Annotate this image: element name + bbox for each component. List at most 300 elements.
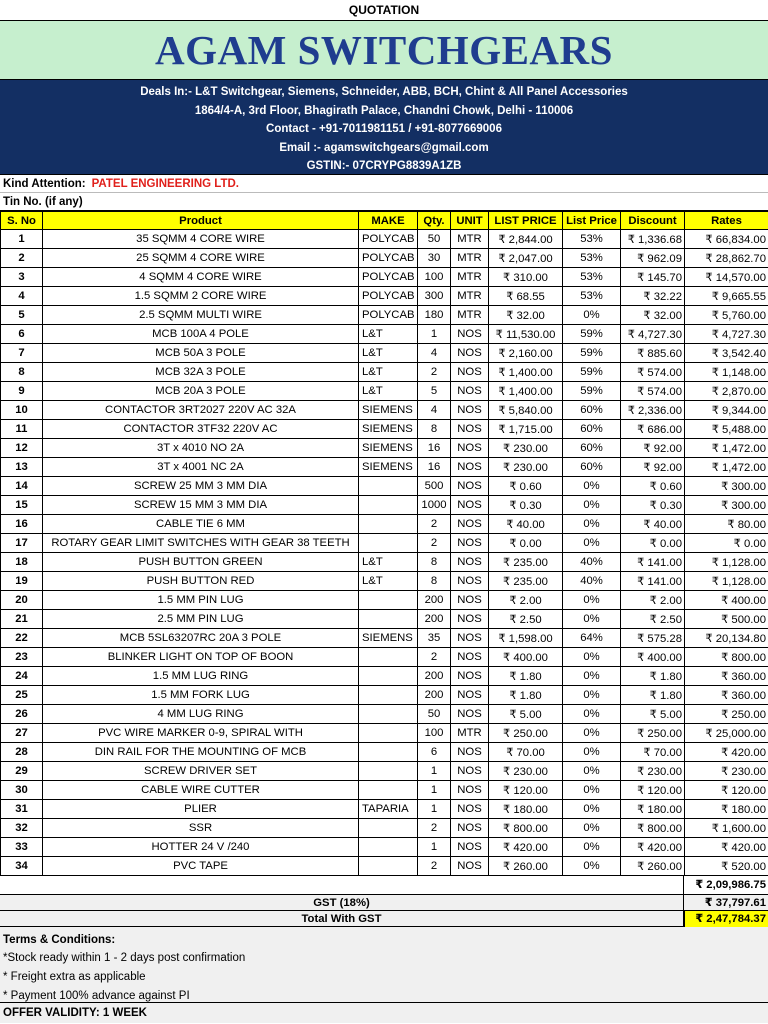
- product-cell: MCB 100A 4 POLE: [43, 325, 359, 344]
- list-price-cell: ₹ 1,715.00: [489, 420, 563, 439]
- product-cell: SCREW DRIVER SET: [43, 762, 359, 781]
- qty-cell: 200: [418, 686, 451, 705]
- qty-cell: 8: [418, 420, 451, 439]
- make-cell: POLYCAB: [359, 306, 418, 325]
- totals-block: [0, 876, 768, 927]
- list-price-pct-cell: 0%: [563, 762, 621, 781]
- discount-cell: ₹ 230.00: [621, 762, 685, 781]
- product-cell: 3T x 4010 NO 2A: [43, 439, 359, 458]
- quotation-title: QUOTATION: [0, 0, 768, 21]
- product-cell: MCB 32A 3 POLE: [43, 363, 359, 382]
- rate-cell: ₹ 420.00: [685, 838, 768, 857]
- make-cell: [359, 686, 418, 705]
- table-row: [1, 686, 768, 705]
- qty-cell: 200: [418, 667, 451, 686]
- table-row: [1, 477, 768, 496]
- grand-total-value: ₹ 2,47,784.37: [684, 911, 768, 927]
- header-list-price: LIST PRICE: [489, 212, 563, 230]
- make-cell: [359, 819, 418, 838]
- unit-cell: NOS: [451, 553, 489, 572]
- list-price-cell: ₹ 2.00: [489, 591, 563, 610]
- sno-cell: 26: [1, 705, 43, 724]
- discount-cell: ₹ 250.00: [621, 724, 685, 743]
- list-price-cell: ₹ 0.60: [489, 477, 563, 496]
- unit-cell: MTR: [451, 268, 489, 287]
- sno-cell: 13: [1, 458, 43, 477]
- list-price-pct-cell: 0%: [563, 534, 621, 553]
- sno-cell: 12: [1, 439, 43, 458]
- sno-cell: 25: [1, 686, 43, 705]
- table-row: [1, 287, 768, 306]
- discount-cell: ₹ 686.00: [621, 420, 685, 439]
- unit-cell: NOS: [451, 857, 489, 876]
- qty-cell: 1: [418, 781, 451, 800]
- rate-cell: ₹ 28,862.70: [685, 249, 768, 268]
- qty-cell: 50: [418, 230, 451, 249]
- terms-item: * Freight extra as applicable: [3, 971, 146, 983]
- rate-cell: ₹ 120.00: [685, 781, 768, 800]
- rate-cell: ₹ 9,344.00: [685, 401, 768, 420]
- discount-cell: ₹ 70.00: [621, 743, 685, 762]
- list-price-pct-cell: 0%: [563, 667, 621, 686]
- discount-cell: ₹ 32.22: [621, 287, 685, 306]
- product-cell: 25 SQMM 4 CORE WIRE: [43, 249, 359, 268]
- discount-cell: ₹ 92.00: [621, 458, 685, 477]
- product-cell: 35 SQMM 4 CORE WIRE: [43, 230, 359, 249]
- sno-cell: 14: [1, 477, 43, 496]
- discount-cell: ₹ 2.00: [621, 591, 685, 610]
- list-price-cell: ₹ 310.00: [489, 268, 563, 287]
- list-price-cell: ₹ 1.80: [489, 686, 563, 705]
- list-price-cell: ₹ 2,160.00: [489, 344, 563, 363]
- discount-cell: ₹ 574.00: [621, 382, 685, 401]
- list-price-cell: ₹ 180.00: [489, 800, 563, 819]
- company-name: AGAM SWITCHGEARS: [0, 21, 768, 80]
- unit-cell: NOS: [451, 458, 489, 477]
- unit-cell: NOS: [451, 477, 489, 496]
- table-row: [1, 515, 768, 534]
- make-cell: SIEMENS: [359, 458, 418, 477]
- product-cell: SCREW 15 MM 3 MM DIA: [43, 496, 359, 515]
- list-price-pct-cell: 0%: [563, 306, 621, 325]
- deals-in-line: Deals In:- L&T Switchgear, Siemens, Schneider, ABB, BCH, Chint & All Panel Accessories: [140, 86, 628, 98]
- list-price-cell: ₹ 1,400.00: [489, 363, 563, 382]
- table-row: [1, 724, 768, 743]
- rate-cell: ₹ 0.00: [685, 534, 768, 553]
- rate-cell: ₹ 1,128.00: [685, 572, 768, 591]
- subtotal-row: [0, 876, 768, 895]
- list-price-cell: ₹ 230.00: [489, 762, 563, 781]
- qty-cell: 2: [418, 515, 451, 534]
- list-price-pct-cell: 0%: [563, 819, 621, 838]
- subtotal-value: ₹ 2,09,986.75: [695, 879, 766, 891]
- qty-cell: 200: [418, 591, 451, 610]
- list-price-pct-cell: 40%: [563, 553, 621, 572]
- qty-cell: 100: [418, 724, 451, 743]
- sno-cell: 8: [1, 363, 43, 382]
- list-price-pct-cell: 0%: [563, 838, 621, 857]
- discount-cell: ₹ 1.80: [621, 667, 685, 686]
- sno-cell: 32: [1, 819, 43, 838]
- items-table: [0, 211, 768, 876]
- product-cell: 1.5 SQMM 2 CORE WIRE: [43, 287, 359, 306]
- rate-cell: ₹ 25,000.00: [685, 724, 768, 743]
- table-row: [1, 382, 768, 401]
- make-cell: SIEMENS: [359, 401, 418, 420]
- sno-cell: 16: [1, 515, 43, 534]
- company-info-block: [0, 80, 768, 175]
- unit-cell: NOS: [451, 819, 489, 838]
- rate-cell: ₹ 250.00: [685, 705, 768, 724]
- unit-cell: NOS: [451, 743, 489, 762]
- rate-cell: ₹ 800.00: [685, 648, 768, 667]
- header-unit: UNIT: [451, 212, 489, 230]
- rate-cell: ₹ 180.00: [685, 800, 768, 819]
- make-cell: [359, 648, 418, 667]
- list-price-cell: ₹ 0.00: [489, 534, 563, 553]
- sno-cell: 34: [1, 857, 43, 876]
- make-cell: POLYCAB: [359, 249, 418, 268]
- rate-cell: ₹ 360.00: [685, 667, 768, 686]
- list-price-cell: ₹ 11,530.00: [489, 325, 563, 344]
- sno-cell: 7: [1, 344, 43, 363]
- list-price-pct-cell: 60%: [563, 439, 621, 458]
- unit-cell: NOS: [451, 344, 489, 363]
- table-row: [1, 268, 768, 287]
- qty-cell: 30: [418, 249, 451, 268]
- product-cell: 4 SQMM 4 CORE WIRE: [43, 268, 359, 287]
- rate-cell: ₹ 520.00: [685, 857, 768, 876]
- sno-cell: 30: [1, 781, 43, 800]
- header-list-price-pct: List Price: [563, 212, 621, 230]
- list-price-pct-cell: 60%: [563, 420, 621, 439]
- list-price-cell: ₹ 2,047.00: [489, 249, 563, 268]
- qty-cell: 16: [418, 458, 451, 477]
- discount-cell: ₹ 141.00: [621, 553, 685, 572]
- sno-cell: 19: [1, 572, 43, 591]
- list-price-pct-cell: 59%: [563, 344, 621, 363]
- product-cell: MCB 5SL63207RC 20A 3 POLE: [43, 629, 359, 648]
- list-price-cell: ₹ 2,844.00: [489, 230, 563, 249]
- list-price-cell: ₹ 1,400.00: [489, 382, 563, 401]
- rate-cell: ₹ 1,472.00: [685, 458, 768, 477]
- make-cell: [359, 515, 418, 534]
- header-make: MAKE: [359, 212, 418, 230]
- rate-cell: ₹ 9,665.55: [685, 287, 768, 306]
- product-cell: SCREW 25 MM 3 MM DIA: [43, 477, 359, 496]
- qty-cell: 1: [418, 838, 451, 857]
- list-price-pct-cell: 59%: [563, 325, 621, 344]
- discount-cell: ₹ 800.00: [621, 819, 685, 838]
- make-cell: [359, 781, 418, 800]
- discount-cell: ₹ 1.80: [621, 686, 685, 705]
- list-price-pct-cell: 0%: [563, 515, 621, 534]
- unit-cell: NOS: [451, 534, 489, 553]
- terms-item: *Stock ready within 1 - 2 days post confirmation: [3, 952, 246, 964]
- offer-validity: OFFER VALIDITY: 1 WEEK: [0, 1003, 768, 1023]
- unit-cell: NOS: [451, 439, 489, 458]
- gst-row: [0, 895, 768, 911]
- unit-cell: NOS: [451, 800, 489, 819]
- list-price-cell: ₹ 235.00: [489, 572, 563, 591]
- make-cell: [359, 667, 418, 686]
- product-cell: 2.5 SQMM MULTI WIRE: [43, 306, 359, 325]
- sno-cell: 24: [1, 667, 43, 686]
- list-price-pct-cell: 0%: [563, 648, 621, 667]
- list-price-cell: ₹ 800.00: [489, 819, 563, 838]
- make-cell: [359, 762, 418, 781]
- sno-cell: 11: [1, 420, 43, 439]
- list-price-pct-cell: 60%: [563, 458, 621, 477]
- make-cell: L&T: [359, 344, 418, 363]
- sno-cell: 2: [1, 249, 43, 268]
- make-cell: [359, 724, 418, 743]
- table-row: [1, 458, 768, 477]
- sno-cell: 15: [1, 496, 43, 515]
- table-row: [1, 230, 768, 249]
- table-header-row: [1, 212, 768, 230]
- list-price-pct-cell: 0%: [563, 857, 621, 876]
- product-cell: 3T x 4001 NC 2A: [43, 458, 359, 477]
- product-cell: CONTACTOR 3RT2027 220V AC 32A: [43, 401, 359, 420]
- table-row: [1, 743, 768, 762]
- discount-cell: ₹ 145.70: [621, 268, 685, 287]
- list-price-pct-cell: 0%: [563, 477, 621, 496]
- unit-cell: NOS: [451, 401, 489, 420]
- sno-cell: 4: [1, 287, 43, 306]
- sno-cell: 27: [1, 724, 43, 743]
- qty-cell: 1000: [418, 496, 451, 515]
- unit-cell: MTR: [451, 230, 489, 249]
- list-price-pct-cell: 53%: [563, 287, 621, 306]
- unit-cell: NOS: [451, 838, 489, 857]
- product-cell: CABLE TIE 6 MM: [43, 515, 359, 534]
- list-price-pct-cell: 0%: [563, 724, 621, 743]
- product-cell: 1.5 MM FORK LUG: [43, 686, 359, 705]
- product-cell: HOTTER 24 V /240: [43, 838, 359, 857]
- contact-line: Contact - +91-7011981151 / +91-8077669006: [266, 123, 502, 135]
- table-row: [1, 306, 768, 325]
- product-cell: MCB 50A 3 POLE: [43, 344, 359, 363]
- product-cell: PUSH BUTTON GREEN: [43, 553, 359, 572]
- sno-cell: 17: [1, 534, 43, 553]
- product-cell: SSR: [43, 819, 359, 838]
- qty-cell: 4: [418, 344, 451, 363]
- table-row: [1, 667, 768, 686]
- rate-cell: ₹ 1,600.00: [685, 819, 768, 838]
- qty-cell: 2: [418, 363, 451, 382]
- make-cell: L&T: [359, 382, 418, 401]
- list-price-pct-cell: 40%: [563, 572, 621, 591]
- list-price-cell: ₹ 5,840.00: [489, 401, 563, 420]
- unit-cell: MTR: [451, 724, 489, 743]
- table-row: [1, 534, 768, 553]
- sno-cell: 3: [1, 268, 43, 287]
- make-cell: POLYCAB: [359, 268, 418, 287]
- make-cell: SIEMENS: [359, 420, 418, 439]
- list-price-pct-cell: 53%: [563, 249, 621, 268]
- table-row: [1, 553, 768, 572]
- discount-cell: ₹ 32.00: [621, 306, 685, 325]
- list-price-cell: ₹ 1,598.00: [489, 629, 563, 648]
- make-cell: L&T: [359, 363, 418, 382]
- table-row: [1, 344, 768, 363]
- gstin-line: GSTIN:- 07CRYPG8839A1ZB: [306, 160, 462, 172]
- sno-cell: 5: [1, 306, 43, 325]
- unit-cell: NOS: [451, 762, 489, 781]
- grand-total-row: [0, 911, 768, 927]
- discount-cell: ₹ 180.00: [621, 800, 685, 819]
- list-price-cell: ₹ 235.00: [489, 553, 563, 572]
- qty-cell: 200: [418, 610, 451, 629]
- qty-cell: 4: [418, 401, 451, 420]
- rate-cell: ₹ 1,128.00: [685, 553, 768, 572]
- rate-cell: ₹ 1,472.00: [685, 439, 768, 458]
- list-price-cell: ₹ 40.00: [489, 515, 563, 534]
- sno-cell: 23: [1, 648, 43, 667]
- make-cell: [359, 534, 418, 553]
- unit-cell: NOS: [451, 591, 489, 610]
- sno-cell: 18: [1, 553, 43, 572]
- discount-cell: ₹ 260.00: [621, 857, 685, 876]
- make-cell: [359, 477, 418, 496]
- rate-cell: ₹ 400.00: [685, 591, 768, 610]
- unit-cell: NOS: [451, 382, 489, 401]
- product-cell: CONTACTOR 3TF32 220V AC: [43, 420, 359, 439]
- header-sno: S. No: [1, 212, 43, 230]
- rate-cell: ₹ 66,834.00: [685, 230, 768, 249]
- unit-cell: NOS: [451, 515, 489, 534]
- table-row: [1, 496, 768, 515]
- discount-cell: ₹ 4,727.30: [621, 325, 685, 344]
- table-row: [1, 648, 768, 667]
- unit-cell: MTR: [451, 287, 489, 306]
- product-cell: 2.5 MM PIN LUG: [43, 610, 359, 629]
- sno-cell: 6: [1, 325, 43, 344]
- make-cell: SIEMENS: [359, 439, 418, 458]
- list-price-cell: ₹ 68.55: [489, 287, 563, 306]
- discount-cell: ₹ 0.60: [621, 477, 685, 496]
- address-line: 1864/4-A, 3rd Floor, Bhagirath Palace, Chandni Chowk, Delhi - 110006: [194, 104, 574, 117]
- unit-cell: MTR: [451, 306, 489, 325]
- qty-cell: 2: [418, 857, 451, 876]
- table-row: [1, 838, 768, 857]
- qty-cell: 500: [418, 477, 451, 496]
- rate-cell: ₹ 80.00: [685, 515, 768, 534]
- list-price-cell: ₹ 250.00: [489, 724, 563, 743]
- sno-cell: 1: [1, 230, 43, 249]
- table-row: [1, 363, 768, 382]
- sno-cell: 28: [1, 743, 43, 762]
- unit-cell: NOS: [451, 705, 489, 724]
- discount-cell: ₹ 400.00: [621, 648, 685, 667]
- list-price-cell: ₹ 1.80: [489, 667, 563, 686]
- table-row: [1, 800, 768, 819]
- rate-cell: ₹ 3,542.40: [685, 344, 768, 363]
- rate-cell: ₹ 5,760.00: [685, 306, 768, 325]
- make-cell: L&T: [359, 325, 418, 344]
- product-cell: MCB 20A 3 POLE: [43, 382, 359, 401]
- tin-row: Tin No. (if any): [0, 193, 768, 211]
- qty-cell: 8: [418, 553, 451, 572]
- table-row: [1, 591, 768, 610]
- list-price-cell: ₹ 0.30: [489, 496, 563, 515]
- product-cell: DIN RAIL FOR THE MOUNTING OF MCB: [43, 743, 359, 762]
- qty-cell: 50: [418, 705, 451, 724]
- list-price-cell: ₹ 260.00: [489, 857, 563, 876]
- product-cell: 4 MM LUG RING: [43, 705, 359, 724]
- table-row: [1, 325, 768, 344]
- make-cell: POLYCAB: [359, 287, 418, 306]
- table-row: [1, 762, 768, 781]
- product-cell: PUSH BUTTON RED: [43, 572, 359, 591]
- qty-cell: 35: [418, 629, 451, 648]
- list-price-pct-cell: 64%: [563, 629, 621, 648]
- grand-total-label: Total With GST: [0, 911, 684, 927]
- make-cell: SIEMENS: [359, 629, 418, 648]
- rate-cell: ₹ 360.00: [685, 686, 768, 705]
- table-row: [1, 781, 768, 800]
- rate-cell: ₹ 14,570.00: [685, 268, 768, 287]
- table-row: [1, 610, 768, 629]
- make-cell: [359, 743, 418, 762]
- kind-attention-party: PATEL ENGINEERING LTD.: [91, 178, 239, 190]
- unit-cell: NOS: [451, 610, 489, 629]
- rate-cell: ₹ 20,134.80: [685, 629, 768, 648]
- list-price-cell: ₹ 32.00: [489, 306, 563, 325]
- product-cell: 1.5 MM PIN LUG: [43, 591, 359, 610]
- unit-cell: NOS: [451, 686, 489, 705]
- discount-cell: ₹ 120.00: [621, 781, 685, 800]
- sno-cell: 21: [1, 610, 43, 629]
- rate-cell: ₹ 420.00: [685, 743, 768, 762]
- qty-cell: 2: [418, 819, 451, 838]
- qty-cell: 5: [418, 382, 451, 401]
- discount-cell: ₹ 574.00: [621, 363, 685, 382]
- qty-cell: 1: [418, 325, 451, 344]
- gst-label: GST (18%): [0, 895, 684, 911]
- list-price-cell: ₹ 5.00: [489, 705, 563, 724]
- unit-cell: NOS: [451, 325, 489, 344]
- make-cell: POLYCAB: [359, 230, 418, 249]
- list-price-cell: ₹ 120.00: [489, 781, 563, 800]
- subtotal-label-cell: [0, 876, 684, 895]
- product-cell: PLIER: [43, 800, 359, 819]
- list-price-cell: ₹ 70.00: [489, 743, 563, 762]
- list-price-pct-cell: 60%: [563, 401, 621, 420]
- make-cell: [359, 705, 418, 724]
- gst-value: ₹ 37,797.61: [704, 897, 766, 909]
- qty-cell: 300: [418, 287, 451, 306]
- rate-cell: ₹ 230.00: [685, 762, 768, 781]
- sno-cell: 31: [1, 800, 43, 819]
- qty-cell: 180: [418, 306, 451, 325]
- unit-cell: NOS: [451, 572, 489, 591]
- items-body: [1, 230, 768, 876]
- list-price-pct-cell: 0%: [563, 743, 621, 762]
- qty-cell: 2: [418, 648, 451, 667]
- terms-heading: Terms & Conditions:: [3, 934, 116, 946]
- list-price-pct-cell: 53%: [563, 230, 621, 249]
- unit-cell: NOS: [451, 629, 489, 648]
- email-line: Email :- agamswitchgears@gmail.com: [279, 141, 489, 154]
- discount-cell: ₹ 40.00: [621, 515, 685, 534]
- sno-cell: 22: [1, 629, 43, 648]
- product-cell: CABLE WIRE CUTTER: [43, 781, 359, 800]
- make-cell: [359, 610, 418, 629]
- discount-cell: ₹ 0.00: [621, 534, 685, 553]
- make-cell: [359, 591, 418, 610]
